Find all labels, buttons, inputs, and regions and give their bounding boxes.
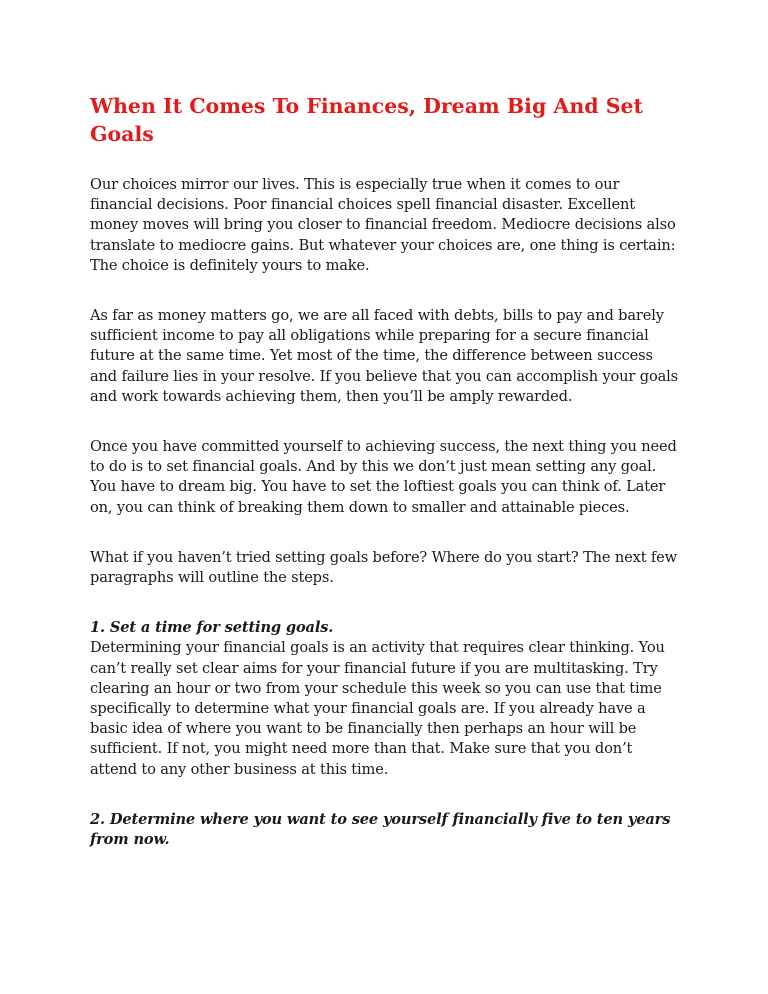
step-2 <box>90 810 682 850</box>
document-title: When It Comes To Finances, Dream Big And Set Goals <box>90 94 644 146</box>
paragraph-choices: Our choices mirror our lives. This is especially true when it comes to our financial decisions. Poor financial choices spell financial disaster. Excellent money moves will bring you closer to financial freedom. Mediocre decisions also translate to mediocre gains. But whatever your choices are, one thing is certain: The choice is definitely yours to make. <box>90 176 676 274</box>
step-2-heading: 2. Determine where you want to see yourself financially five to ten years from now. <box>90 810 671 849</box>
step-1 <box>90 618 682 780</box>
document-page <box>90 92 682 850</box>
paragraph-where-to-start: What if you haven’t tried setting goals before? Where do you start? The next few paragraphs will outline the steps. <box>90 548 677 587</box>
step-1-heading: 1. Set a time for setting goals. <box>90 619 334 637</box>
paragraph-money-matters: As far as money matters go, we are all faced with debts, bills to pay and barely sufficient income to pay all obligations while preparing for a secure financial future at the same time. Yet most of the time, the difference between success and failure lies in your resolve. If you believe that you can accomplish your goals and work towards achieving them, then you’ll be amply rewarded. <box>90 307 678 405</box>
paragraph-set-goals: Once you have committed yourself to achieving success, the next thing you need to do is to set financial goals. And by this we don’t just mean setting any goal. You have to dream big. You have to set the loftiest goals you can think of. Later on, you can think of breaking them down to smaller and attainable pieces. <box>90 438 677 516</box>
step-1-body: Determining your financial goals is an activity that requires clear thinking. You can’t really set clear aims for your financial future if you are multitasking. Try clearing an hour or two from your schedule this week so you can use that time specifically to determine what your financial goals are. If you already have a basic idea of where you want to be financially then perhaps an hour will be sufficient. If not, you might need more than that. Make sure that you don’t attend to any other business at this time. <box>90 639 665 778</box>
